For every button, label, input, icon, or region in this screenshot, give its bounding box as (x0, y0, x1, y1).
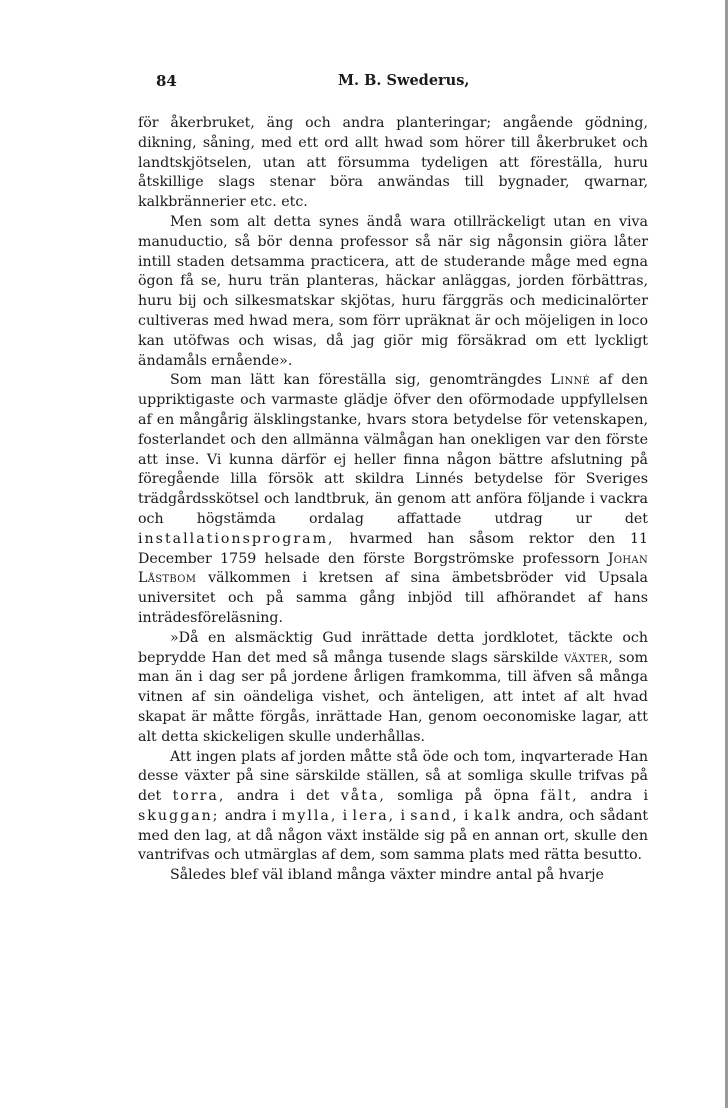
paragraph-2: Men som alt detta synes ändå wara otillräckeligt utan en viva manuductio, så bör denna professor så när sig någonsin giöra låter intill staden detsamma practicera, att de studerande måge med egna ögon få se, huru trän planteras, häckar anläggas, jorden förbättras, huru bij och silkesmatskar skjötas, huru färggräs och medicinalörter cultiveras med hwad mera, som förr upräknat är och möjeligen in loco kan utöfwas och wisas, då jag giör mig försäkrad om ett lyckligt ändamåls ernående». (138, 213, 648, 369)
term-sand: sand, (410, 807, 459, 824)
paragraph-5-text-a: Att ingen plats af jorden måtte stå öde och tom, inqvarterade Han desse växter på sine särskilde ställen, så at somliga skulle trifvas på det (138, 748, 648, 805)
term-skuggan: skuggan; (138, 807, 220, 824)
paragraph-5 (138, 748, 648, 867)
term-falt: fält, (540, 788, 579, 805)
running-head: M. B. Swederus, (338, 72, 470, 89)
page-header (138, 72, 648, 96)
name-johan-lastbom: Johan Låstbom (138, 550, 648, 587)
paragraph-3-text-c: hvarmed han såsom rektor den 11 December 1759 helsade den förste Borgströmske professorn (138, 530, 649, 567)
paragraph-3-text-d: välkommen i kretsen af sina ämbetsbröder vid Upsala universitet och på samma gång inbjöd till afhörandet af hans inträdesföreläsning. (138, 570, 649, 626)
term-mylla: mylla, (281, 807, 338, 824)
term-vata: våta, (340, 788, 386, 805)
paragraph-5-text-b: andra i det (236, 788, 330, 805)
paragraph-4-text-a: »Då en alsmäcktig Gud inrättade detta jordklotet, täckte och beprydde Han det med så många tusende slags särskilde (138, 629, 648, 666)
paragraph-3-text-b: af den uppriktigaste och varmaste glädje öfver den oförmodade uppfyllelsen af en mångårig älsklingstanke, hvars stora betydelse för vetenskapen, fosterlandet och den allmänna välmågan han onekligen var den förste att inse. Vi kunna därför ej heller finna någon bättre afslutning på föregående lilla försök att skildra Linnés betydelse för Sveriges trädgårdsskötsel och landtbruk, än genom att anföra följande i vackra och högstämda ordalag affattade utdrag ur det (138, 372, 648, 527)
term-torra: torra, (172, 788, 226, 805)
term-lera: lera, (352, 807, 396, 824)
body-text (138, 114, 648, 886)
term-kalk: kalk (473, 807, 513, 824)
term-installationsprogram: installationsprogram, (138, 530, 335, 547)
page-number: 84 (156, 72, 177, 90)
paragraph-5-text-c: somliga på öpna (397, 788, 529, 805)
paragraph-5-text-g: i (400, 807, 405, 824)
paragraph-5-text-i: andra, och sådant med den lag, at då någon växt instälde sig på en annan ort, skulle den vantrifvas och utmärglas af dem, som samma plats med rätta besutto. (138, 807, 649, 864)
paragraph-5-text-e: andra i (224, 807, 277, 824)
paragraph-6: Således blef väl ibland många växter mindre antal på hvarje (170, 867, 604, 884)
term-vaxter: växter, (564, 649, 614, 666)
paragraph-5-text-h: i (464, 807, 469, 824)
paragraph-5-text-d: andra i (590, 788, 648, 805)
paragraph-1: för åkerbruket, äng och andra planteringar; angående gödning, dikning, såning, med ett ord allt hwad som hörer till åkerbruket och landtskjötselen, utan att försumma tydeligen att föreställa, huru åtskillige slags stenar böra anwändas till bygnader, qwarnar, kalkbrännerier etc. etc. (138, 115, 648, 211)
paragraph-3-text-a: Som man lätt kan föreställa sig, genomträngdes (170, 372, 542, 389)
paragraph-5-text-f: i (342, 807, 348, 824)
paragraph-4-quote (138, 629, 648, 748)
paragraph-4-text-b: som man än i dag ser på jordene årligen framkomma, till äfven så många vitnen af sin oändeliga vishet, och änteligen, att intet af alt hvad skapat är måtte förgås, inrättade Han, genom oeconomiske lagar, att alt detta skickeligen skulle underhållas. (138, 649, 648, 745)
paragraph-3 (138, 371, 648, 628)
name-linne: Linné (550, 372, 591, 389)
